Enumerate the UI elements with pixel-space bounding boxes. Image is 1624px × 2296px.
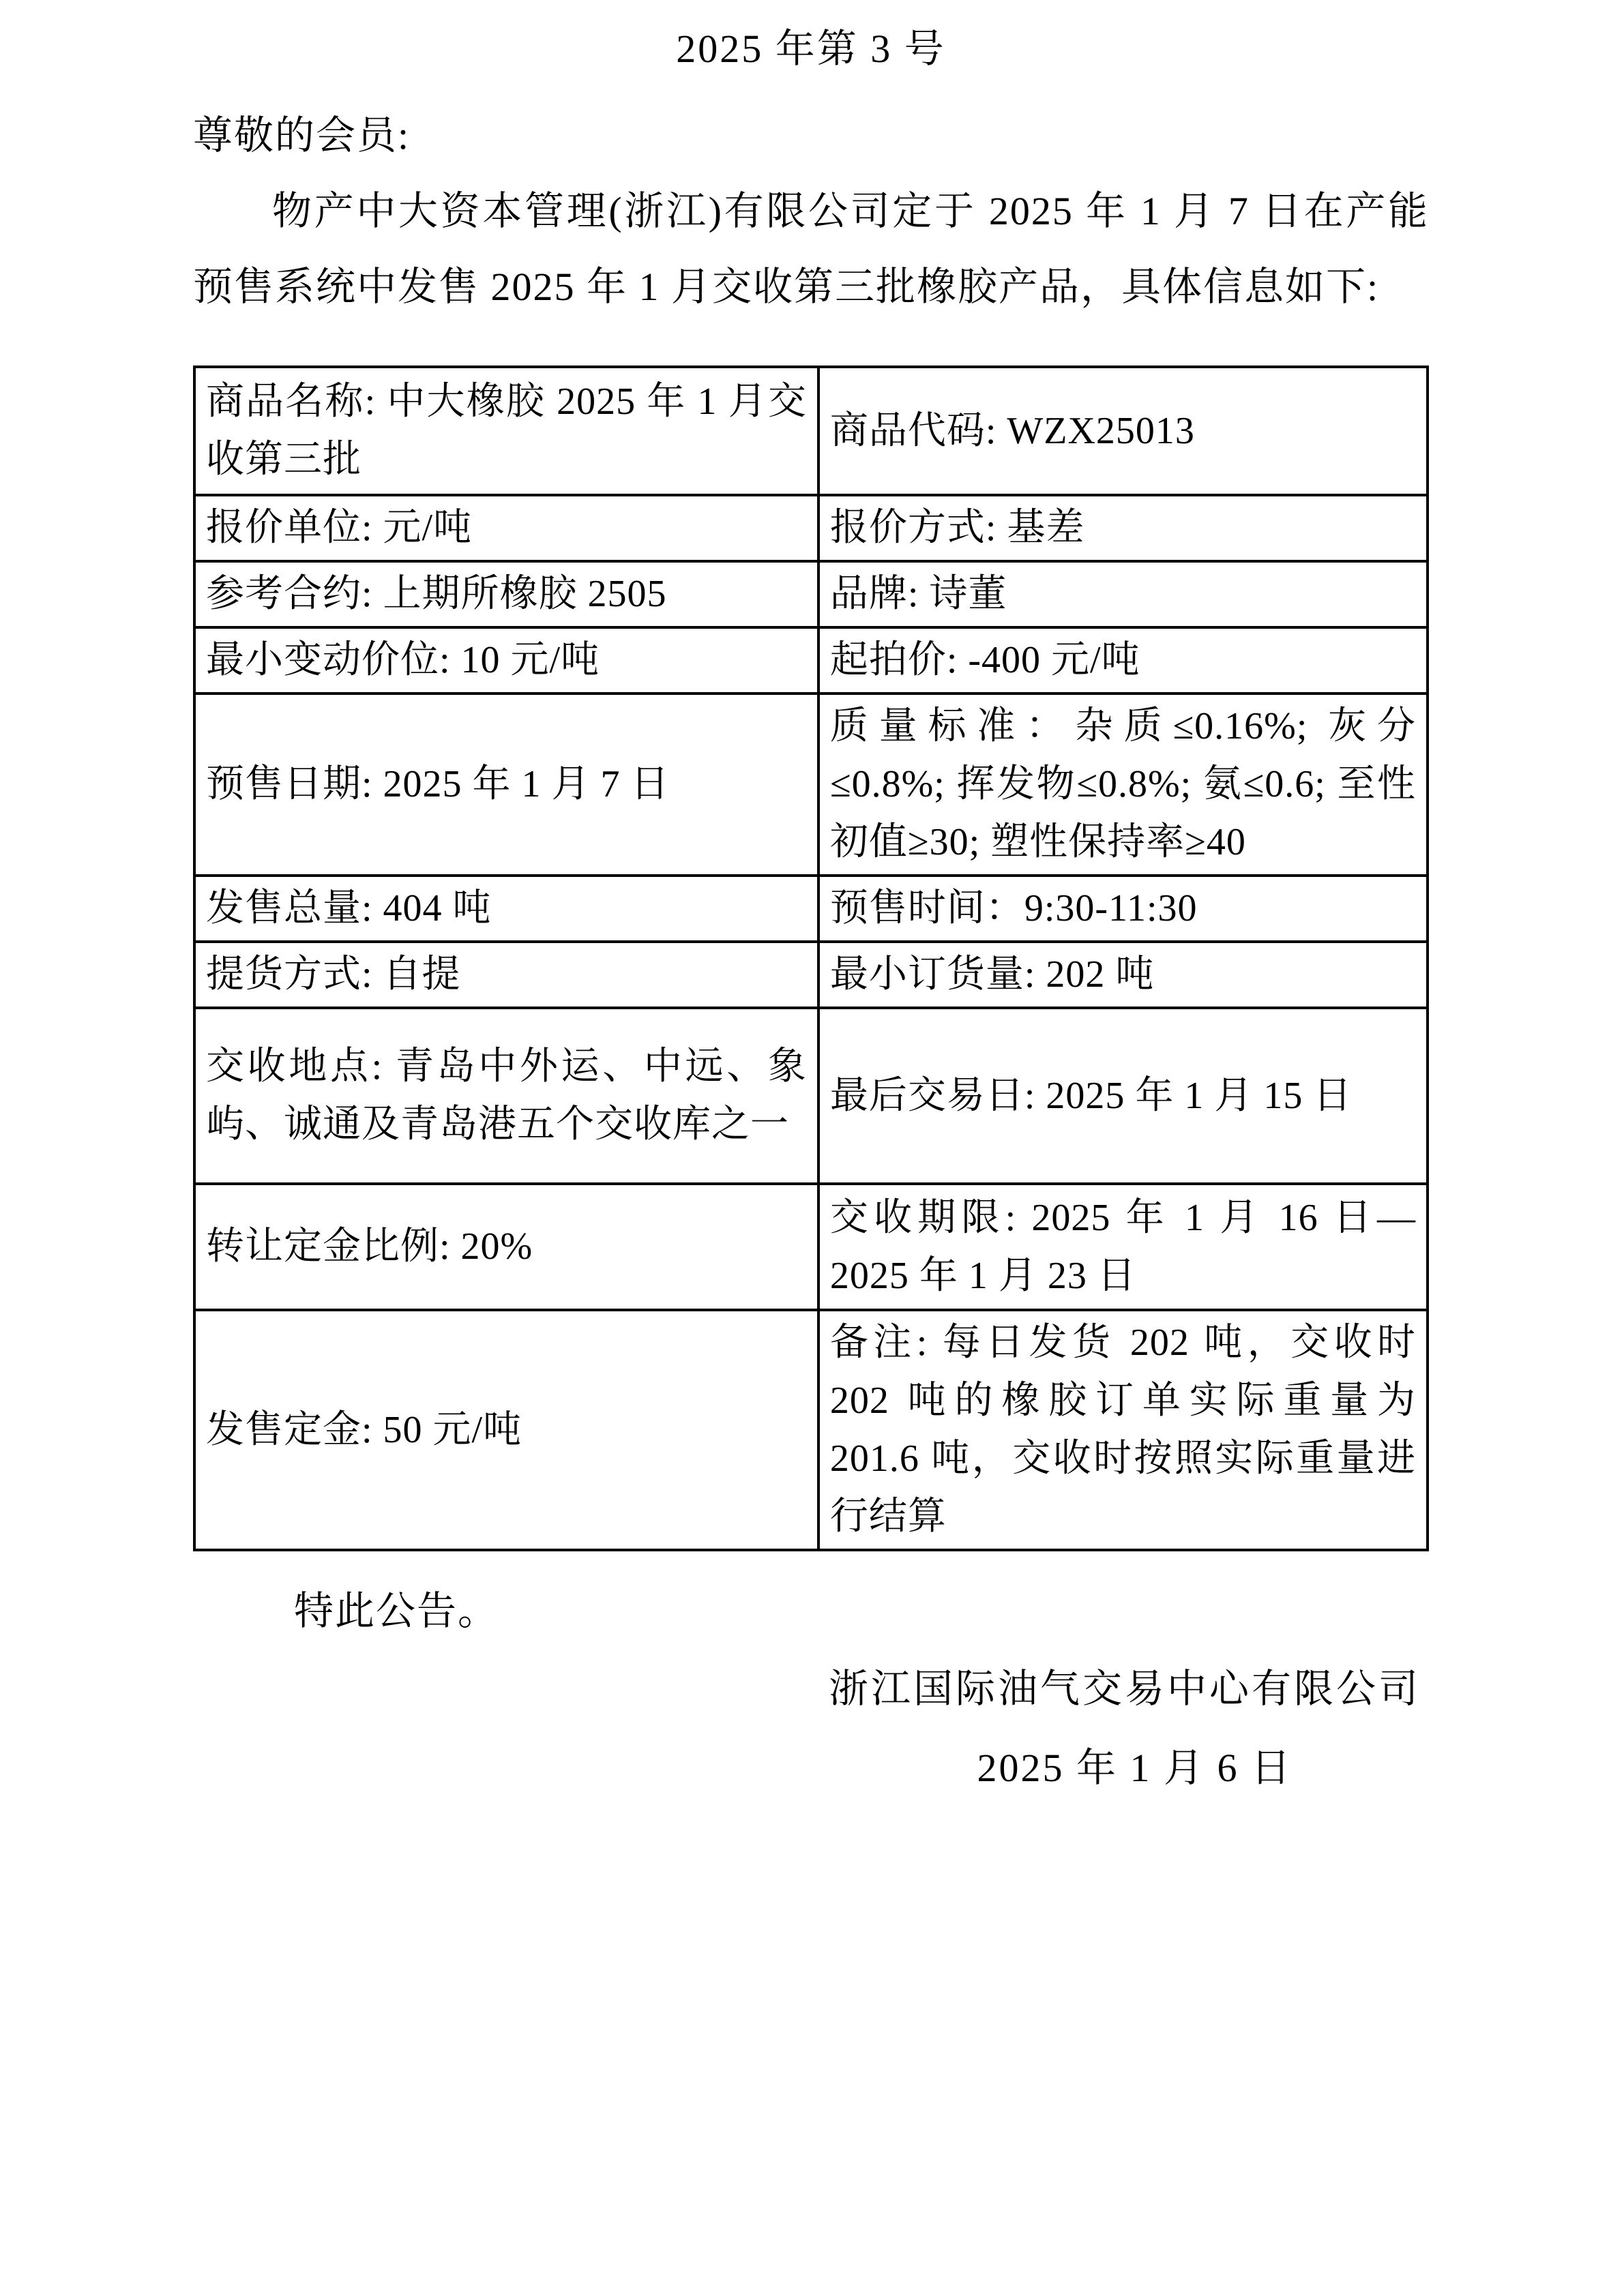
- cell-min-tick: 最小变动价位: 10 元/吨: [194, 627, 818, 694]
- cell-start-price: 起拍价: -400 元/吨: [818, 627, 1428, 694]
- cell-total-volume: 发售总量: 404 吨: [194, 876, 818, 942]
- table-row: [194, 1184, 1428, 1310]
- cell-delivery-period: 交收期限: 2025 年 1 月 16 日—2025 年 1 月 23 日: [818, 1184, 1428, 1310]
- cell-pickup-method: 提货方式: 自提: [194, 942, 818, 1008]
- cell-delivery-place: 交收地点: 青岛中外运、中远、象屿、诚通及青岛港五个交收库之一: [194, 1008, 818, 1184]
- closing-statement: 特此公告。: [294, 1589, 499, 1633]
- issue-date: 2025 年 1 月 6 日: [977, 1746, 1293, 1790]
- cell-sale-deposit: 发售定金: 50 元/吨: [194, 1310, 818, 1550]
- cell-min-order: 最小订货量: 202 吨: [818, 942, 1428, 1008]
- table-row: [194, 942, 1428, 1008]
- table-row: [194, 876, 1428, 942]
- table-row: [194, 1008, 1428, 1184]
- cell-brand: 品牌: 诗董: [818, 561, 1428, 627]
- product-info-table: [193, 366, 1429, 1551]
- cell-presale-date: 预售日期: 2025 年 1 月 7 日: [194, 694, 818, 876]
- cell-ref-contract: 参考合约: 上期所橡胶 2505: [194, 561, 818, 627]
- table-row: [194, 1310, 1428, 1550]
- cell-transfer-deposit-ratio: 转让定金比例: 20%: [194, 1184, 818, 1310]
- cell-remarks: 备注: 每日发货 202 吨，交收时 202 吨的橡胶订单实际重量为 201.6 吨，交收时按照实际重量进行结算: [818, 1310, 1428, 1550]
- table-row: [194, 561, 1428, 627]
- cell-last-trade-day: 最后交易日: 2025 年 1 月 15 日: [818, 1008, 1428, 1184]
- cell-quote-method: 报价方式: 基差: [818, 495, 1428, 561]
- issuer-company: 浙江国际油气交易中心有限公司: [828, 1667, 1421, 1711]
- table-row: [194, 694, 1428, 876]
- cell-presale-time: 预售时间：9:30-11:30: [818, 876, 1428, 942]
- salutation: 尊敬的会员:: [193, 113, 411, 158]
- table-row: [194, 495, 1428, 561]
- table-row: [194, 367, 1428, 495]
- cell-quote-unit: 报价单位: 元/吨: [194, 495, 818, 561]
- cell-quality-standard: 质量标准：杂质≤0.16%; 灰分≤0.8%; 挥发物≤0.8%; 氨≤0.6; 至性初值≥30; 塑性保持率≥40: [818, 694, 1428, 876]
- doc-issue-number: 2025 年第 3 号: [676, 27, 946, 71]
- body-paragraph: 物产中大资本管理(浙江)有限公司定于 2025 年 1 月 7 日在产能预售系统中发售 2025 年 1 月交收第三批橡胶产品，具体信息如下:: [193, 189, 1429, 309]
- table-row: [194, 627, 1428, 694]
- cell-product-code: 商品代码: WZX25013: [818, 367, 1428, 495]
- cell-product-name: 商品名称: 中大橡胶 2025 年 1 月交收第三批: [194, 367, 818, 495]
